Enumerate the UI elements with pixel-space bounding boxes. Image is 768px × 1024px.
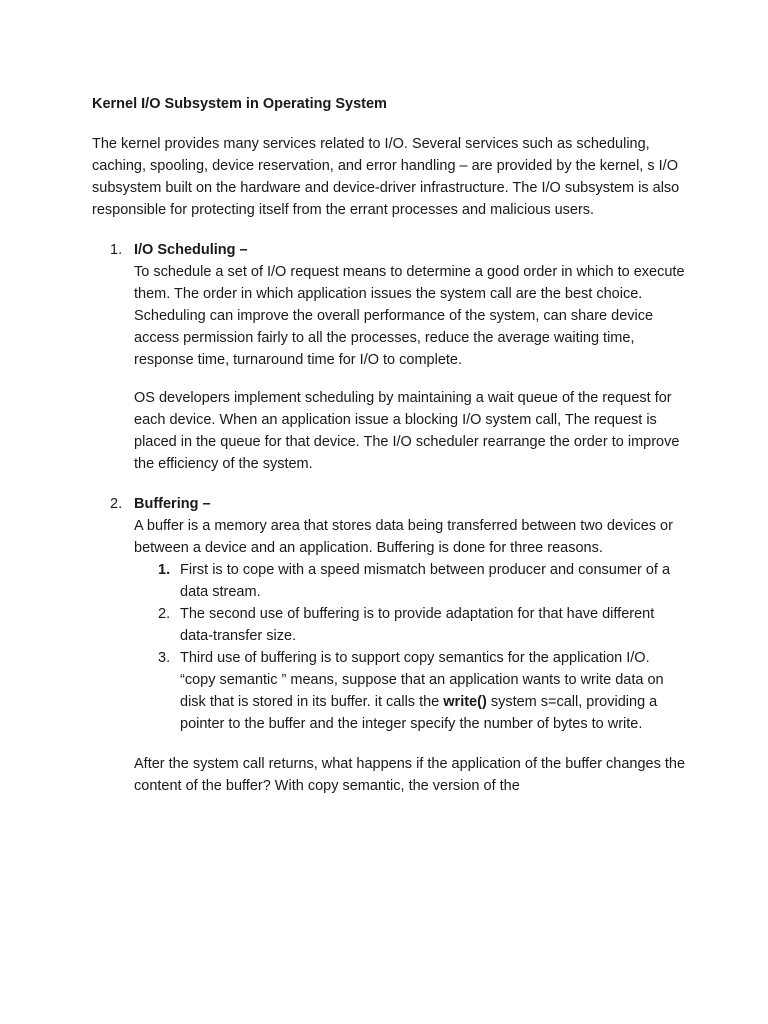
section-heading: I/O Scheduling – xyxy=(134,242,248,258)
section-paragraph: To schedule a set of I/O request means to determine a good order in which to execute them. The order in which application issues the system call are the best choice. Scheduling can improve the overall performance of the system, can share device access permission fairly to all the processes, reduce the average waiting time, response time, turnaround time for I/O to complete. xyxy=(134,264,685,368)
section-paragraph: OS developers implement scheduling by maintaining a wait queue of the request for each device. When an application issue a blocking I/O system call, The request is placed in the queue for that device. The I/O scheduler rearrange the order to improve the efficiency of the system. xyxy=(134,390,680,472)
intro-paragraph: The kernel provides many services related to I/O. Several services such as scheduling, caching, spooling, device reservation, and error handling – are provided by the kernel, s I/O subsystem built on the hardware and device-driver infrastructure. The I/O subsystem is also responsible for protecting itself from the errant processes and malicious users. xyxy=(92,136,680,218)
list-item-number: 2. xyxy=(158,606,171,622)
list-item-text: First is to cope with a speed mismatch between producer and consumer of a data stream. xyxy=(180,562,671,600)
list-item xyxy=(134,603,688,647)
document-title: Kernel I/O Subsystem in Operating System xyxy=(92,96,387,112)
list-item-text: system s=call, providing a pointer to the buffer and the integer specify the number of bytes to write. xyxy=(180,694,658,732)
buffering-reasons-list xyxy=(134,559,688,735)
list-item-text: Third use of buffering is to support copy semantics for the application I/O. “copy semantic ” means, suppose that an application wants to write data on disk that is stored in its buffer. it calls the xyxy=(180,650,664,710)
section-number: 2. xyxy=(110,496,123,512)
section-paragraph: After the system call returns, what happens if the application of the buffer changes the content of the buffer? With copy semantic, the version of the xyxy=(134,756,686,794)
list-item xyxy=(134,647,688,735)
code-write-function: write() xyxy=(443,694,487,710)
section-heading: Buffering – xyxy=(134,496,211,512)
section-paragraph: A buffer is a memory area that stores data being transferred between two devices or between a device and an application. Buffering is done for three reasons. xyxy=(134,518,673,556)
list-item-text: The second use of buffering is to provide adaptation for that have different data-transfer size. xyxy=(180,606,655,644)
list-item-number: 1. xyxy=(158,562,171,578)
section-buffering xyxy=(92,493,688,797)
section-number: 1. xyxy=(110,242,123,258)
section-io-scheduling xyxy=(92,239,688,475)
list-item-number: 3. xyxy=(158,650,171,666)
list-item xyxy=(134,559,688,603)
